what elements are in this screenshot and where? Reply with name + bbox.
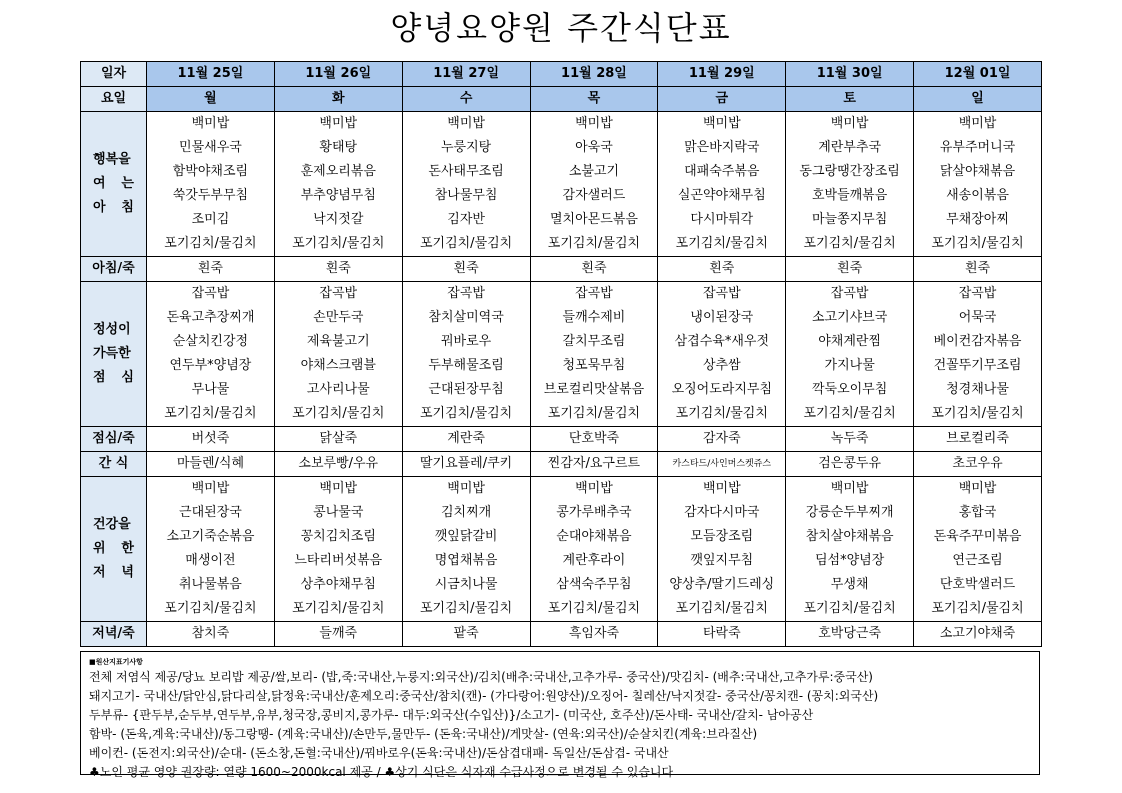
dinner-dish: 매생이전 (185, 553, 236, 568)
breakfast-porridge-cell: 흰죽 (274, 257, 402, 282)
breakfast-dish: 백미밥 (319, 116, 358, 131)
lunch-dish: 들깨수제비 (562, 310, 626, 325)
lunch-row (81, 282, 1042, 427)
lunch-cell (530, 282, 658, 427)
notes-line: 두부류- {판두부,순두부,연두부,유부,청국장,콩비지,콩가루- 대두:외국산(수입산)}/소고기- (미국산, 호주산)/돈사태- 국내산/갈치- 남아공산 (89, 708, 814, 722)
lunch-dish: 베이컨감자볶음 (933, 334, 1022, 349)
breakfast-dish: 백미밥 (191, 116, 230, 131)
dinner-dish: 상추야채무침 (300, 577, 376, 592)
dinner-porridge-cell: 소고기야채죽 (914, 622, 1042, 647)
breakfast-porridge-cell: 흰죽 (147, 257, 275, 282)
date-cell: 11월 26일 (274, 62, 402, 87)
lunch-dish: 근대된장무침 (428, 382, 504, 397)
lunch-dish: 잡곡밥 (702, 286, 741, 301)
dinner-dish: 근대된장국 (179, 505, 242, 520)
lunch-dish: 야채계란찜 (818, 334, 882, 349)
breakfast-row (81, 112, 1042, 257)
dinner-dish: 돈육주꾸미볶음 (933, 529, 1022, 544)
snack-row (81, 452, 1042, 477)
lunch-dish: 꿔바로우 (440, 334, 492, 349)
dinner-porridge-cell: 흑임자죽 (530, 622, 658, 647)
dinner-dish: 홍합국 (958, 505, 997, 520)
dinner-cell (914, 477, 1042, 622)
lunch-label-line: 정성이 (93, 322, 131, 337)
dinner-dish: 명엽채볶음 (434, 553, 498, 568)
breakfast-dish: 무채장아찌 (946, 212, 1009, 227)
breakfast-dish: 참나물무침 (434, 188, 498, 203)
dinner-label-line: 건강을 (93, 517, 131, 532)
lunch-dish: 깍둑오이무침 (811, 382, 888, 397)
dinner-dish: 포기김치/물김치 (419, 601, 513, 616)
dinner-dish: 백미밥 (702, 481, 741, 496)
lunch-porridge-cell: 단호박죽 (530, 427, 658, 452)
lunch-porridge-row (81, 427, 1042, 452)
weekday-cell: 토 (786, 87, 914, 112)
dinner-label-line: 저 녁 (93, 565, 134, 580)
snack-cell: 마들렌/식혜 (147, 452, 275, 477)
breakfast-dish: 낙지젓갈 (313, 212, 364, 227)
breakfast-dish: 백미밥 (447, 116, 485, 131)
breakfast-dish: 새송이볶음 (946, 188, 1009, 203)
dinner-dish: 단호박샐러드 (939, 577, 1016, 592)
lunch-dish: 포기김치/물김치 (803, 406, 896, 421)
dinner-dish: 꽁치김치조림 (300, 529, 376, 544)
breakfast-dish: 계란부추국 (818, 140, 882, 155)
breakfast-dish: 대패숙주볶음 (684, 164, 760, 179)
lunch-dish: 포기김치/물김치 (419, 406, 513, 421)
lunch-dish: 무나물 (191, 382, 230, 397)
breakfast-porridge-label: 아침/죽 (81, 257, 147, 282)
snack-cell: 딸기요플레/쿠키 (402, 452, 530, 477)
lunch-dish: 잡곡밥 (319, 286, 358, 301)
weekday-row (81, 87, 1042, 112)
breakfast-label-line: 행복을 (93, 152, 131, 167)
dinner-dish: 강릉순두부찌개 (805, 505, 894, 520)
lunch-porridge-cell: 브로컬리죽 (914, 427, 1042, 452)
lunch-dish: 소고기샤브국 (811, 310, 888, 325)
dinner-label (81, 477, 147, 622)
dinner-dish: 모듬장조림 (690, 529, 754, 544)
breakfast-dish: 유부주머니국 (939, 140, 1016, 155)
breakfast-dish: 백미밥 (958, 116, 997, 131)
lunch-cell (147, 282, 275, 427)
lunch-dish: 삼겹수육*새우젓 (674, 334, 769, 349)
weekday-cell: 일 (914, 87, 1042, 112)
dinner-dish: 딤섬*양념장 (814, 553, 885, 568)
breakfast-cell (147, 112, 275, 257)
lunch-dish: 잡곡밥 (575, 286, 613, 301)
dinner-dish: 백미밥 (447, 481, 485, 496)
date-label: 일자 (81, 62, 147, 87)
snack-cell: 검은콩두유 (786, 452, 914, 477)
origin-notes (80, 651, 1040, 779)
dinner-dish: 순대야채볶음 (556, 529, 632, 544)
breakfast-dish: 백미밥 (830, 116, 869, 131)
notes-line: ♣노인 평균 영양 권장량: 열량 1600~2000kcal 제공 / ♣상기 식단은 식자재 수급사정으로 변경될 수 있습니다 (89, 765, 674, 779)
breakfast-dish: 훈제오리볶음 (300, 164, 376, 179)
dinner-porridge-row (81, 622, 1042, 647)
dinner-dish: 포기김치/물김치 (164, 601, 257, 616)
breakfast-porridge-cell: 흰죽 (786, 257, 914, 282)
dinner-dish: 콩가루배추국 (556, 505, 632, 520)
dinner-dish: 무생채 (830, 577, 869, 592)
dinner-dish: 취나물볶음 (179, 577, 242, 592)
breakfast-label-line: 여 는 (93, 176, 134, 191)
lunch-dish: 청포묵무침 (562, 358, 626, 373)
lunch-dish: 포기김치/물김치 (931, 406, 1024, 421)
lunch-dish: 돈육고추장찌개 (166, 310, 255, 325)
lunch-cell (274, 282, 402, 427)
dinner-porridge-cell: 타락죽 (658, 622, 786, 647)
lunch-dish: 오징어도라지무침 (671, 382, 773, 397)
lunch-dish: 잡곡밥 (191, 286, 230, 301)
breakfast-dish: 돈사태무조림 (428, 164, 504, 179)
dinner-porridge-cell: 들깨죽 (274, 622, 402, 647)
breakfast-dish: 동그랑땡간장조림 (799, 164, 900, 179)
dinner-dish: 포기김치/물김치 (547, 601, 641, 616)
breakfast-dish: 닭살야채볶음 (939, 164, 1016, 179)
lunch-dish: 제육불고기 (306, 334, 370, 349)
weekday-cell: 수 (402, 87, 530, 112)
lunch-label-line: 점 심 (93, 370, 134, 385)
lunch-dish: 건꼴뚜기무조림 (933, 358, 1022, 373)
dinner-dish: 백미밥 (191, 481, 230, 496)
breakfast-label-line: 아 침 (93, 200, 134, 215)
dinner-label-line: 위 한 (93, 541, 134, 556)
breakfast-dish: 소불고기 (568, 164, 620, 179)
weekday-label: 요일 (81, 87, 147, 112)
breakfast-dish: 백미밥 (702, 116, 741, 131)
weekday-cell: 금 (658, 87, 786, 112)
lunch-dish: 잡곡밥 (447, 286, 485, 301)
breakfast-dish: 포기김치/물김치 (547, 236, 641, 251)
lunch-porridge-cell: 계란죽 (402, 427, 530, 452)
dinner-dish: 계란후라이 (562, 553, 626, 568)
lunch-cell (658, 282, 786, 427)
date-cell: 11월 29일 (658, 62, 786, 87)
breakfast-cell (274, 112, 402, 257)
lunch-cell (914, 282, 1042, 427)
breakfast-dish: 실곤약야채무침 (677, 188, 766, 203)
dinner-porridge-cell: 호박당근죽 (786, 622, 914, 647)
dinner-cell (658, 477, 786, 622)
lunch-dish: 어묵국 (958, 310, 997, 325)
dinner-dish: 연근조림 (952, 553, 1003, 568)
breakfast-dish: 마늘쫑지무침 (811, 212, 888, 227)
notes-line: 돼지고기- 국내산/닭안심,닭다리살,닭정육:국내산/훈제오리:중국산/참치(캔)- (가다랑어:원양산)/오징어- 칠레산/낙지젓갈- 중국산/꽁치캔- (꽁치:외국산) (89, 689, 879, 703)
lunch-dish: 브로컬리맛살볶음 (543, 382, 645, 397)
lunch-label-line: 가득한 (93, 346, 131, 361)
lunch-dish: 포기김치/물김치 (547, 406, 641, 421)
breakfast-dish: 황태탕 (319, 140, 358, 155)
lunch-dish: 포기김치/물김치 (675, 406, 768, 421)
breakfast-porridge-row (81, 257, 1042, 282)
breakfast-dish: 감자샐러드 (562, 188, 626, 203)
dinner-dish: 깻잎지무침 (690, 553, 754, 568)
lunch-dish: 연두부*양념장 (169, 358, 252, 373)
notes-line: 베이컨- (돈전지:외국산)/순대- (돈소창,돈혈:국내산)/꿔바로우(돈육:국내산)/돈삼겹대패- 독일산/돈삼겹- 국내산 (89, 746, 669, 760)
breakfast-porridge-cell: 흰죽 (402, 257, 530, 282)
breakfast-dish: 누룽지탕 (440, 140, 492, 155)
lunch-dish: 고사리나물 (306, 382, 370, 397)
weekday-cell: 목 (530, 87, 658, 112)
lunch-dish: 야채스크램블 (300, 358, 376, 373)
breakfast-dish: 부추양념무침 (300, 188, 376, 203)
dinner-dish: 백미밥 (575, 481, 613, 496)
lunch-cell (402, 282, 530, 427)
breakfast-cell (914, 112, 1042, 257)
lunch-porridge-cell: 감자죽 (658, 427, 786, 452)
breakfast-dish: 맑은바지락국 (684, 140, 760, 155)
breakfast-dish: 포기김치/물김치 (931, 236, 1024, 251)
lunch-dish: 순살치킨강정 (172, 334, 249, 349)
dinner-cell (274, 477, 402, 622)
breakfast-dish: 포기김치/물김치 (675, 236, 768, 251)
lunch-dish: 잡곡밥 (830, 286, 869, 301)
lunch-dish: 잡곡밥 (958, 286, 997, 301)
breakfast-dish: 함박야채조림 (172, 164, 249, 179)
weekday-cell: 월 (147, 87, 275, 112)
lunch-porridge-cell: 닭살죽 (274, 427, 402, 452)
breakfast-dish: 다시마튀각 (690, 212, 754, 227)
date-cell: 11월 30일 (786, 62, 914, 87)
lunch-dish: 청경채나물 (946, 382, 1009, 397)
breakfast-dish: 포기김치/물김치 (292, 236, 385, 251)
dinner-cell (147, 477, 275, 622)
dinner-porridge-cell: 팥죽 (402, 622, 530, 647)
dinner-dish: 양상추/딸기드레싱 (669, 577, 775, 592)
notes-line: 전체 저염식 제공/당뇨 보리밥 제공/쌀,보리- (밥,죽:국내산,누룽지:외국산)/김치(배추:국내산,고추가루- 중국산)/맛김치- (배추:국내산,고추가루:중국산) (89, 670, 873, 684)
notes-line: 함박- (돈육,계육:국내산)/동그랑땡- (계육:국내산)/손만두,물만두- (돈육:국내산)/게맛살- (연육:외국산)/순살치킨(계육:브라질산) (89, 727, 758, 741)
lunch-porridge-cell: 녹두죽 (786, 427, 914, 452)
breakfast-dish: 쑥갓두부무침 (172, 188, 249, 203)
lunch-dish: 참치살미역국 (428, 310, 504, 325)
dinner-dish: 감자다시마국 (684, 505, 760, 520)
dinner-dish: 깻잎닭갈비 (434, 529, 498, 544)
date-cell: 12월 01일 (914, 62, 1042, 87)
breakfast-dish: 아욱국 (575, 140, 613, 155)
lunch-dish: 손만두국 (313, 310, 364, 325)
breakfast-dish: 민물새우국 (179, 140, 242, 155)
breakfast-dish: 포기김치/물김치 (419, 236, 513, 251)
snack-label: 간 식 (81, 452, 147, 477)
breakfast-cell (786, 112, 914, 257)
dinner-cell (530, 477, 658, 622)
date-cell: 11월 25일 (147, 62, 275, 87)
snack-cell: 카스타드/사인머스켓쥬스 (658, 452, 786, 477)
date-row (81, 62, 1042, 87)
notes-lines (89, 668, 1031, 782)
dinner-porridge-label: 저녁/죽 (81, 622, 147, 647)
breakfast-dish: 호박들깨볶음 (811, 188, 888, 203)
lunch-label (81, 282, 147, 427)
breakfast-cell (658, 112, 786, 257)
dinner-dish: 느타리버섯볶음 (294, 553, 383, 568)
breakfast-porridge-cell: 흰죽 (530, 257, 658, 282)
date-cell: 11월 27일 (402, 62, 530, 87)
dinner-dish: 포기김치/물김치 (292, 601, 385, 616)
weekly-menu-table (80, 61, 1042, 647)
dinner-cell (786, 477, 914, 622)
dinner-dish: 포기김치/물김치 (803, 601, 896, 616)
snack-cell: 소보루빵/우유 (274, 452, 402, 477)
notes-heading: ■원산지표기사항 (89, 658, 143, 666)
breakfast-cell (530, 112, 658, 257)
dinner-dish: 백미밥 (958, 481, 997, 496)
lunch-dish: 포기김치/물김치 (164, 406, 257, 421)
weekday-cell: 화 (274, 87, 402, 112)
breakfast-cell (402, 112, 530, 257)
dinner-dish: 소고기죽순볶음 (166, 529, 255, 544)
lunch-cell (786, 282, 914, 427)
dinner-cell (402, 477, 530, 622)
dinner-dish: 콩나물국 (313, 505, 364, 520)
dinner-dish: 포기김치/물김치 (675, 601, 768, 616)
lunch-dish: 냉이된장국 (690, 310, 754, 325)
lunch-dish: 두부해물조림 (428, 358, 504, 373)
breakfast-dish: 포기김치/물김치 (803, 236, 896, 251)
lunch-dish: 갈치무조림 (562, 334, 626, 349)
breakfast-porridge-cell: 흰죽 (658, 257, 786, 282)
breakfast-dish: 포기김치/물김치 (164, 236, 257, 251)
dinner-porridge-cell: 참치죽 (147, 622, 275, 647)
dinner-dish: 백미밥 (319, 481, 358, 496)
lunch-porridge-cell: 버섯죽 (147, 427, 275, 452)
lunch-dish: 상추쌈 (702, 358, 741, 373)
breakfast-dish: 김자반 (447, 212, 485, 227)
breakfast-dish: 백미밥 (575, 116, 613, 131)
page-title: 양녕요양원 주간식단표 (390, 9, 732, 47)
breakfast-dish: 조미김 (191, 212, 230, 227)
dinner-dish: 삼색숙주무침 (556, 577, 632, 592)
dinner-dish: 포기김치/물김치 (931, 601, 1024, 616)
dinner-dish: 백미밥 (830, 481, 869, 496)
lunch-dish: 포기김치/물김치 (292, 406, 385, 421)
lunch-dish: 가지나물 (824, 358, 875, 373)
date-cell: 11월 28일 (530, 62, 658, 87)
breakfast-label (81, 112, 147, 257)
lunch-porridge-label: 점심/죽 (81, 427, 147, 452)
breakfast-dish: 멸치아몬드볶음 (550, 212, 638, 227)
dinner-dish: 참치살야채볶음 (805, 529, 894, 544)
dinner-row (81, 477, 1042, 622)
dinner-dish: 시금치나물 (434, 577, 498, 592)
breakfast-porridge-cell: 흰죽 (914, 257, 1042, 282)
dinner-dish: 김치찌개 (440, 505, 492, 520)
snack-cell: 찐감자/요구르트 (530, 452, 658, 477)
snack-cell: 초코우유 (914, 452, 1042, 477)
